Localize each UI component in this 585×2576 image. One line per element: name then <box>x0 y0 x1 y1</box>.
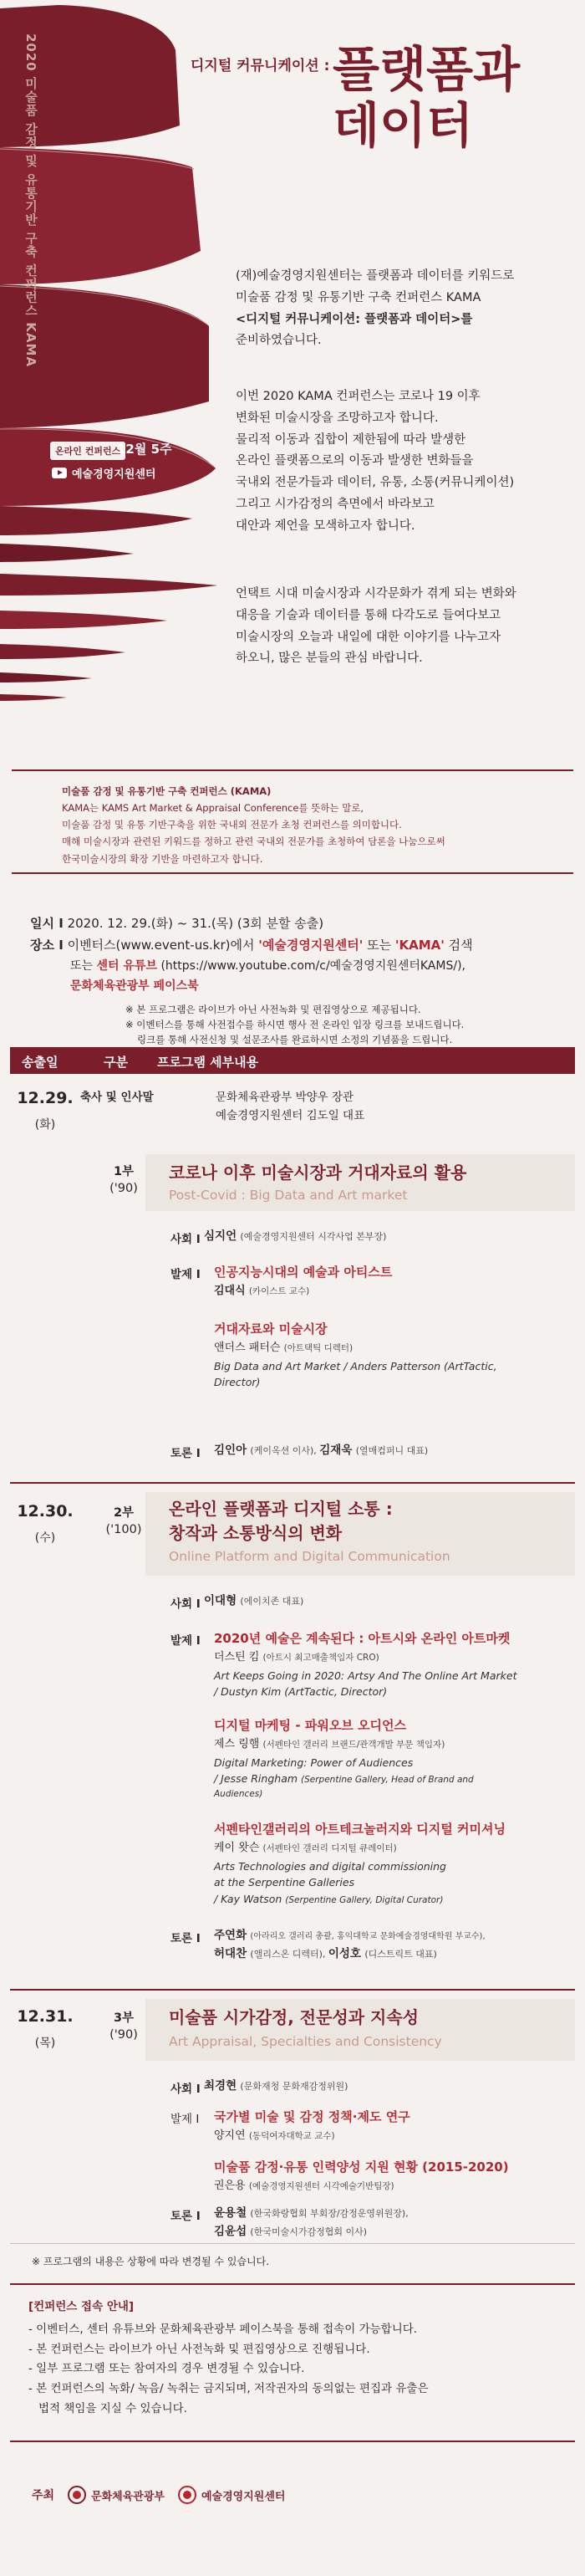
discussant-line <box>214 2223 409 2241</box>
day2-moderator <box>204 1592 303 1611</box>
speaker-name: 케이 왓슨 <box>214 1842 260 1854</box>
discussant-name: 김인아 <box>214 1444 247 1457</box>
host-org-1: 문화체육관광부 <box>91 2490 165 2503</box>
speaker-affiliation: (서펜타인 갤러리 브랜드/관객개발 부문 책임자) <box>262 1740 445 1750</box>
place-keyword-1: '예술경영지원센터' <box>258 938 364 953</box>
day3-session-title-en: Art Appraisal, Specialties and Consistency <box>169 2034 442 2049</box>
hero-section <box>0 0 585 753</box>
program-change-note: ※ 프로그램의 내용은 상황에 따라 변경될 수 있습니다. <box>32 2256 270 2267</box>
intro-line: 언택트 시대 미술시장과 시각문화가 겪게 되는 변화와 <box>236 587 516 601</box>
discussant-name: 허대찬 <box>214 1946 247 1960</box>
place-text: 또는 <box>363 938 395 953</box>
intro-line: <디지털 커뮤니케이션: 플랫폼과 데이터>를 <box>236 312 473 326</box>
talk-en-line: at the Serpentine Galleries <box>214 1876 355 1889</box>
kama-box-line: 한국미술시장의 확장 기반을 마련하고자 합니다. <box>62 852 263 865</box>
day1-talk1-title: 인공지능시대의 예술과 아티스트 <box>214 1265 393 1280</box>
kama-box-line: 매해 미술시장과 관련된 키워드를 정하고 관련 국내외 전문가를 초청하여 담론을 나눔으로써 <box>62 836 445 848</box>
day2-dow: (수) <box>34 1531 56 1545</box>
intro-line: 이번 2020 KAMA 컨퍼런스는 코로나 19 이후 <box>236 390 481 403</box>
intro-paragraph-1 <box>236 266 514 352</box>
intro-line: 미술품 감정 및 유통기반 구축 컨퍼런스 KAMA <box>236 290 481 304</box>
kama-description-box <box>12 769 573 874</box>
program-table-header <box>10 1047 575 1074</box>
speaker-affiliation: (동덕여자대학교 교수) <box>248 2131 335 2141</box>
day2-date: 12.30. <box>17 1502 74 1521</box>
day2-talk1-speaker <box>214 1649 379 1666</box>
day2-presenter-label: 발제 I <box>170 1634 201 1648</box>
speaker-name: 양지연 <box>214 2129 246 2142</box>
center-youtube-link[interactable]: 센터 유튜브 <box>96 959 157 973</box>
discussant-name: 주연화 <box>214 1929 247 1942</box>
discussant-affiliation: (앨리스온 디렉터), <box>250 1948 328 1960</box>
talk-en-speaker: / Jesse Ringham <box>214 1772 298 1786</box>
discussant-line <box>214 1927 573 1945</box>
intro-line: 물리적 이동과 집합이 제한됨에 따라 발생한 <box>236 432 466 447</box>
registration-info-box <box>10 2283 575 2442</box>
discussant-affiliation: (한국화랑협회 부회장/감정운영위원장), <box>250 2208 409 2219</box>
talk-en-line: Arts Technologies and digital commissioning <box>214 1860 446 1873</box>
logo-mcst-icon <box>68 2486 86 2504</box>
host-org-2: 예술경영지원센터 <box>201 2490 286 2503</box>
opening-label: 축사 및 인사말 <box>80 1091 154 1104</box>
info-note-3: 링크를 통해 사전신청 및 설문조사를 완료하시면 소정의 기념품을 드립니다. <box>137 1034 453 1045</box>
youtube-row <box>70 957 465 975</box>
day1-discussion-label: 토론 I <box>170 1447 201 1460</box>
day1-talk2-en <box>214 1358 497 1391</box>
intro-paragraph-3 <box>236 584 516 670</box>
day1-part <box>99 1164 149 1197</box>
part-duration: ('90) <box>109 2027 138 2042</box>
moderator-name: 최경현 <box>204 2079 237 2093</box>
day1-session-title: 코로나 이후 미술시장과 거대자료의 활용 <box>169 1163 467 1183</box>
discussant-affiliation: (아라리오 갤러리 총괄, 홍익대학교 문화예술경영대학원 부교수), <box>250 1932 486 1941</box>
intro-line: 그리고 시가감정의 측면에서 바라보고 <box>236 497 435 511</box>
day2-talk1-en <box>214 1668 516 1700</box>
registration-item: - 본 컨퍼런스는 라이브가 아닌 사전녹화 및 편집영상으로 진행됩니다. <box>28 2342 370 2356</box>
youtube-icon <box>52 468 67 478</box>
day1-moderator <box>204 1228 386 1246</box>
speaker-affiliation: (아트시 최고매출책임자 CRO) <box>262 1653 379 1663</box>
date-label: 일시 I <box>30 916 64 931</box>
day1-talk2-speaker <box>214 1340 353 1357</box>
host-label: 주최 <box>32 2489 55 2502</box>
mcst-logo <box>68 2486 165 2504</box>
moderator-affiliation: (에이치존 대표) <box>240 1596 304 1607</box>
kama-box-line: 미술품 감정 및 유통 기반구축을 위한 국내외 전문가 초청 컨퍼런스를 의미합니다. <box>62 819 402 831</box>
part-duration: ('90) <box>109 1181 138 1195</box>
speaker-name: 김대식 <box>214 1285 246 1297</box>
hero-title-line1: 플랫폼과 <box>333 41 521 98</box>
day2-discussants <box>214 1927 573 1963</box>
discussant-affiliation: (열매컴퍼니 대표) <box>355 1445 429 1456</box>
day3-session-title: 미술품 시가감정, 전문성과 지속성 <box>169 2007 419 2027</box>
youtube-url[interactable]: (https://www.youtube.com/c/예술경영지원센터KAMS/), <box>157 959 465 973</box>
speaker-affiliation: (예술경영지원센터 시각예술기반팀장) <box>248 2181 394 2191</box>
part-label: 2부 <box>113 1506 135 1520</box>
day2-talk2-title: 디지털 마케팅 - 파워오브 오디언스 <box>214 1718 406 1733</box>
day2-talk3-speaker <box>214 1840 397 1857</box>
moderator-affiliation: (예술경영지원센터 시각사업 본부장) <box>240 1231 387 1242</box>
day2-session-title-en: Online Platform and Digital Communication <box>169 1549 450 1564</box>
col-details: 프로그램 세부내용 <box>157 1055 259 1070</box>
day1-presenter-label: 발제 I <box>170 1268 201 1281</box>
day3-talk2-title: 미술품 감정·유통 인력양성 지원 현황 (2015-2020) <box>214 2159 509 2175</box>
hero-dates: 12월 5주 <box>117 442 172 457</box>
day1-session-title-en: Post-Covid : Big Data and Art market <box>169 1188 408 1203</box>
day2-discussion-label: 토론 I <box>170 1932 201 1945</box>
intro-line: 하오니, 많은 분들의 관심 바랍니다. <box>236 652 423 666</box>
part-duration: ('100) <box>105 1522 142 1536</box>
vertical-title: 2020 미술품 감정 및 유통기반 구축 컨퍼런스 KAMA <box>23 33 38 368</box>
day3-moderator-label: 사회 I <box>170 2083 201 2096</box>
day1-date: 12.29. <box>17 1089 74 1107</box>
intro-paragraph-2 <box>236 386 514 538</box>
registration-item: - 이벤터스, 센터 유튜브와 문화체육관광부 페이스북을 통해 접속이 가능합니다. <box>28 2323 418 2336</box>
intro-line: 준비하였습니다. <box>236 334 322 348</box>
speaker-name: 제스 링햄 <box>214 1738 260 1751</box>
day3-talk2-speaker <box>214 2178 394 2195</box>
talk-en-affiliation: (Serpentine Gallery, Digital Curator) <box>285 1894 444 1905</box>
moderator-name: 심지언 <box>204 1229 237 1243</box>
moderator-affiliation: (문화재청 문화재감정위원) <box>240 2081 348 2092</box>
opening-speaker: 문화체육관광부 박양우 장관 <box>216 1091 354 1104</box>
discussant-name: 이성호 <box>328 1946 362 1960</box>
discussant-affiliation: (케이옥션 이사), <box>250 1445 320 1456</box>
day3-presenter-label: 발제 I <box>170 2113 200 2126</box>
talk-en-line: Director) <box>214 1376 261 1389</box>
discussant-name: 윤용철 <box>214 2206 247 2220</box>
mcst-facebook-link[interactable]: 문화체육관광부 페이스북 <box>70 979 199 993</box>
speaker-name: 권은용 <box>214 2180 246 2192</box>
day2-talk3-title: 서펜타인갤러리의 아트테크놀러지와 디지털 커미셔닝 <box>214 1822 506 1837</box>
discussant-affiliation: (디스트릭트 대표) <box>364 1948 437 1960</box>
kama-box-title: 미술품 감정 및 유통기반 구축 컨퍼런스 (KAMA) <box>62 785 272 797</box>
table-end-divider <box>10 2243 575 2244</box>
event-date-row <box>30 913 323 933</box>
opening-speakers <box>216 1089 364 1125</box>
col-broadcast-date: 송출일 <box>22 1055 58 1070</box>
part-label: 1부 <box>113 1165 135 1178</box>
event-place-row <box>30 935 573 955</box>
opening-speaker: 예술경영지원센터 김도일 대표 <box>216 1108 365 1122</box>
speaker-name: 더스틴 킴 <box>214 1651 260 1664</box>
day2-talk2-en <box>214 1755 474 1801</box>
speaker-affiliation: (서펜타인 갤러리 디지털 큐레이터) <box>262 1843 397 1853</box>
day2-part <box>99 1505 149 1538</box>
speaker-affiliation: (아트택틱 디렉터) <box>283 1343 354 1353</box>
place-label: 장소 I <box>30 938 64 953</box>
day2-talk2-speaker <box>214 1736 445 1753</box>
kama-box-line: KAMA는 KAMS Art Market & Appraisal Conference를 뜻하는 말로, <box>62 802 364 815</box>
discussant-name: 김윤섭 <box>214 2224 247 2238</box>
day1-talk2-title: 거대자료와 미술시장 <box>214 1321 328 1337</box>
online-badge: 온라인 컨퍼런스 <box>50 442 125 460</box>
date-value: 2020. 12. 29.(화) ~ 31.(목) (3회 분할 송출) <box>67 916 324 931</box>
registration-item: - 일부 프로그램 또는 참여자의 경우 변경될 수 있습니다. <box>28 2362 305 2376</box>
logo-kams-icon <box>178 2486 196 2504</box>
day-divider <box>10 1482 575 1484</box>
registration-item: - 본 컨퍼런스의 녹화/ 녹음/ 녹취는 금지되며, 저작권자의 동의없는 편집과 유출은 <box>28 2381 429 2395</box>
day2-talk1-title: 2020년 예술은 계속된다 : 아트시와 온라인 아트마켓 <box>214 1631 511 1646</box>
day3-dow: (목) <box>34 2037 56 2050</box>
intro-line: 대안과 제언을 모색하고자 합니다. <box>236 519 415 533</box>
intro-line: 변화된 미술시장을 조망하고자 합니다. <box>236 411 439 425</box>
talk-en-speaker: / Kay Watson <box>214 1892 282 1905</box>
hero-subtitle: 디지털 커뮤니케이션 : <box>191 58 330 74</box>
discussant-affiliation: (한국미술시가감정협회 이사) <box>250 2226 368 2237</box>
day1-talk1-speaker <box>214 1283 309 1300</box>
talk-en-affiliation: (Serpentine Gallery, Head of Brand and <box>301 1775 474 1786</box>
youtube-channel[interactable] <box>52 465 155 481</box>
intro-line: (재)예술경영지원센터는 플랫폼과 데이터를 키워드로 <box>236 269 515 283</box>
discussant-line <box>214 1945 573 1964</box>
speaker-affiliation: (카이스트 교수) <box>248 1286 310 1296</box>
day3-date: 12.31. <box>17 2007 74 2026</box>
day3-talk1-speaker <box>214 2128 335 2144</box>
intro-line: 온라인 플랫폼으로의 이동과 발생한 변화들을 <box>236 454 474 468</box>
discussant-line <box>214 2205 409 2223</box>
moderator-name: 이대형 <box>204 1594 237 1607</box>
day2-talk3-en <box>214 1858 446 1907</box>
kams-logo <box>178 2486 285 2504</box>
talk-en-line <box>214 1891 446 1907</box>
place-text: 검색 <box>444 938 473 953</box>
day1-discussants <box>214 1442 428 1460</box>
talk-en-line <box>214 1771 474 1786</box>
day3-talk1-title: 국가별 미술 및 감정 정책·제도 연구 <box>214 2109 410 2124</box>
intro-line: 대응을 기술과 데이터를 통해 다각도로 들여다보고 <box>236 608 501 622</box>
part-label: 3부 <box>113 2011 135 2025</box>
session-title-line: 창작과 소통방식의 변화 <box>169 1523 343 1543</box>
talk-en-line: Audiences) <box>214 1788 263 1799</box>
hero-title-line2: 데이터 <box>333 96 474 154</box>
day2-session-title <box>169 1497 393 1546</box>
discussant-name: 김재욱 <box>319 1444 353 1457</box>
day1-dow: (화) <box>34 1118 56 1132</box>
hero-title <box>333 42 520 153</box>
youtube-label: 예술경영지원센터 <box>72 468 156 481</box>
day3-discussion-label: 토론 I <box>170 2210 201 2223</box>
talk-en-line: Art Keeps Going in 2020: Artsy And The Online Art Market <box>214 1669 517 1682</box>
col-part: 구분 <box>104 1055 128 1070</box>
info-note-2: ※ 이벤터스를 통해 사전접수를 하시면 행사 전 온라인 입장 링크를 보내드립니다. <box>125 1019 465 1030</box>
day2-moderator-label: 사회 I <box>170 1597 201 1611</box>
talk-en-line: / Dustyn Kim (ArtTactic, Director) <box>214 1685 388 1699</box>
registration-title: [컨퍼런스 접속 안내] <box>28 2300 135 2313</box>
day1-moderator-label: 사회 I <box>170 1233 201 1246</box>
day3-part <box>99 2011 149 2043</box>
facebook-row <box>70 977 199 995</box>
day-divider <box>10 1989 575 1991</box>
or-text: 또는 <box>70 959 97 973</box>
day3-discussants <box>214 2205 409 2241</box>
host-row <box>32 2486 285 2504</box>
registration-item: 법적 책임을 지실 수 있습니다. <box>38 2401 187 2415</box>
intro-line: 미술시장의 오늘과 내일에 대한 이야기를 나누고자 <box>236 630 501 644</box>
day3-moderator <box>204 2078 348 2096</box>
place-keyword-2: 'KAMA' <box>394 938 445 953</box>
talk-en-line: Digital Marketing: Power of Audiences <box>214 1756 414 1769</box>
session-title-line: 온라인 플랫폼과 디지털 소통 : <box>169 1499 393 1519</box>
info-note-1: ※ 본 프로그램은 라이브가 아닌 사전녹화 및 편집영상으로 제공됩니다. <box>125 1004 421 1015</box>
intro-line: 국내외 전문가들과 데이터, 유통, 소통(커뮤니케이션) <box>236 476 515 490</box>
place-text: 이벤터스(www.event-us.kr)에서 <box>67 938 259 953</box>
talk-en-line: Big Data and Art Market / Anders Patterson (ArtTactic, <box>214 1360 497 1372</box>
speaker-name: 앤더스 패터슨 <box>214 1342 281 1354</box>
